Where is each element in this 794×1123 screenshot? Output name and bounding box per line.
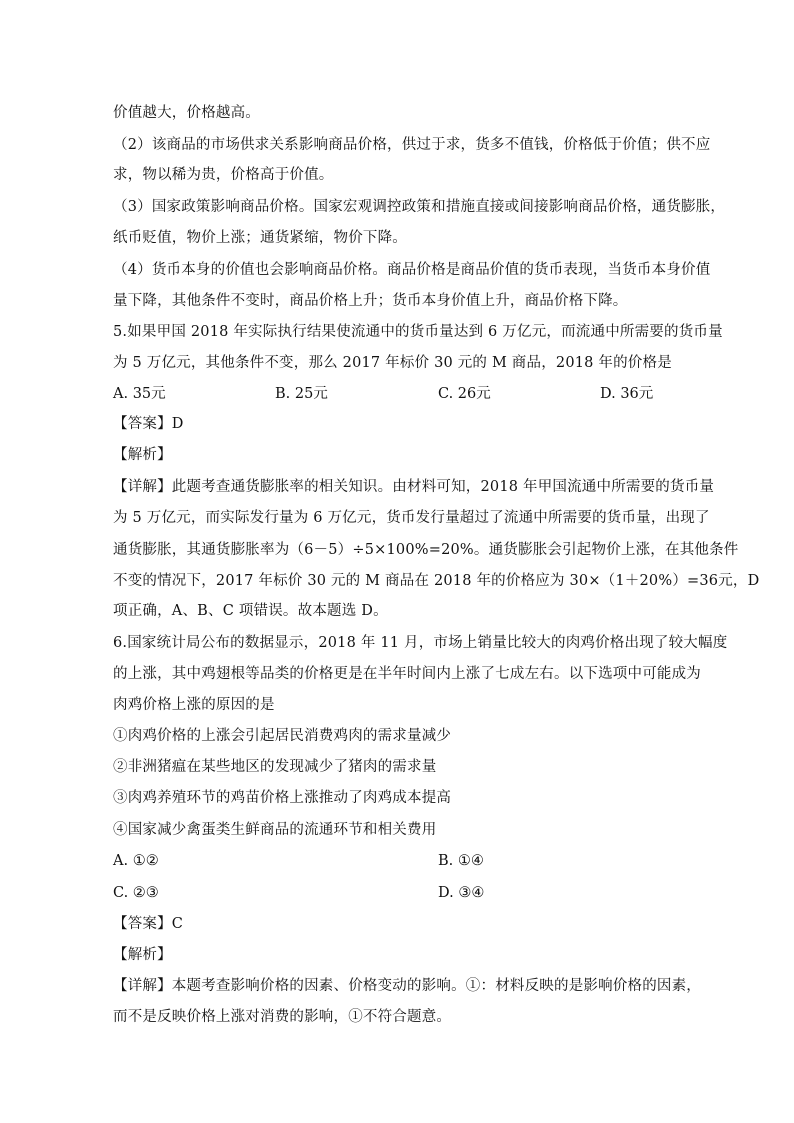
q6-stem-line: 肉鸡价格上涨的原因的是 — [113, 697, 275, 713]
q6-item: ①肉鸡价格的上涨会引起居民消费鸡肉的需求量减少 — [113, 728, 452, 744]
q5-stem-line: 5.如果甲国 2018 年实际执行结果使流通中的货币量达到 6 万亿元，而流通中所需要的货币量 — [113, 324, 723, 340]
q6-item: ②非洲猪瘟在某些地区的发现减少了猪肉的需求量 — [113, 759, 437, 775]
paragraph-line: 价值越大，价格越高。 — [113, 105, 260, 121]
q6-detail-line: 而不是反映价格上涨对消费的影响，①不符合题意。 — [113, 1009, 452, 1025]
paragraph-line: （3）国家政策影响商品价格。国家宏观调控政策和措施直接或间接影响商品价格，通货膨胀， — [113, 199, 726, 215]
q6-option-b: B. ①④ — [438, 853, 484, 869]
q6-item: ④国家减少禽蛋类生鲜商品的流通环节和相关费用 — [113, 822, 437, 838]
paragraph-line: （4）货币本身的价值也会影响商品价格。商品价格是商品价值的货币表现，当货币本身价值 — [113, 262, 711, 278]
q5-answer: 【答案】D — [113, 416, 184, 432]
q6-item: ③肉鸡养殖环节的鸡苗价格上涨推动了肉鸡成本提高 — [113, 790, 452, 806]
q5-detail-line: 为 5 万亿元，而实际发行量为 6 万亿元，货币发行量超过了流通中所需要的货币量，出现了 — [113, 510, 710, 526]
q5-option-c: C. 26元 — [438, 386, 491, 402]
q5-detail-line: 【详解】此题考查通货膨胀率的相关知识。由材料可知，2018 年甲国流通中所需要的货币量 — [113, 479, 715, 495]
q5-option-a: A. 35元 — [113, 386, 166, 402]
paragraph-line: （2）该商品的市场供求关系影响商品价格，供过于求，货多不值钱，价格低于价值；供不应 — [113, 137, 711, 153]
q6-option-d: D. ③④ — [438, 885, 485, 901]
q5-detail-line: 项正确，A、B、C 项错误。故本题选 D。 — [113, 603, 388, 619]
paragraph-line: 量下降，其他条件不变时，商品价格上升；货币本身价值上升，商品价格下降。 — [113, 293, 628, 309]
q6-stem-line: 的上涨，其中鸡翅根等品类的价格更是在半年时间内上涨了七成左右。以下选项中可能成为 — [113, 666, 701, 682]
paragraph-line: 纸币贬值，物价上涨；通货紧缩，物价下降。 — [113, 230, 407, 246]
q6-option-a: A. ①② — [113, 853, 159, 869]
q6-detail-line: 【详解】本题考查影响价格的因素、价格变动的影响。①：材料反映的是影响价格的因素， — [113, 978, 701, 994]
q6-analysis-heading: 【解析】 — [113, 947, 172, 963]
q5-analysis-heading: 【解析】 — [113, 447, 172, 463]
paragraph-line: 求，物以稀为贵，价格高于价值。 — [113, 167, 334, 183]
q6-stem-line: 6.国家统计局公布的数据显示，2018 年 11 月，市场上销量比较大的肉鸡价格出现了较大幅度 — [113, 635, 728, 651]
q5-option-d: D. 36元 — [600, 386, 654, 402]
q5-stem-line: 为 5 万亿元，其他条件不变，那么 2017 年标价 30 元的 M 商品，2018 年的价格是 — [113, 355, 672, 371]
q5-option-b: B. 25元 — [275, 386, 328, 402]
q5-detail-line: 不变的情况下，2017 年标价 30 元的 M 商品在 2018 年的价格应为 30×（1＋20%）=36元，D — [113, 573, 760, 589]
q5-detail-line: 通货膨胀，其通货膨胀率为（6－5）÷5×100%=20%。通货膨胀会引起物价上涨，在其他条件 — [113, 542, 739, 558]
q6-option-c: C. ②③ — [113, 885, 159, 901]
q6-answer: 【答案】C — [113, 916, 184, 932]
